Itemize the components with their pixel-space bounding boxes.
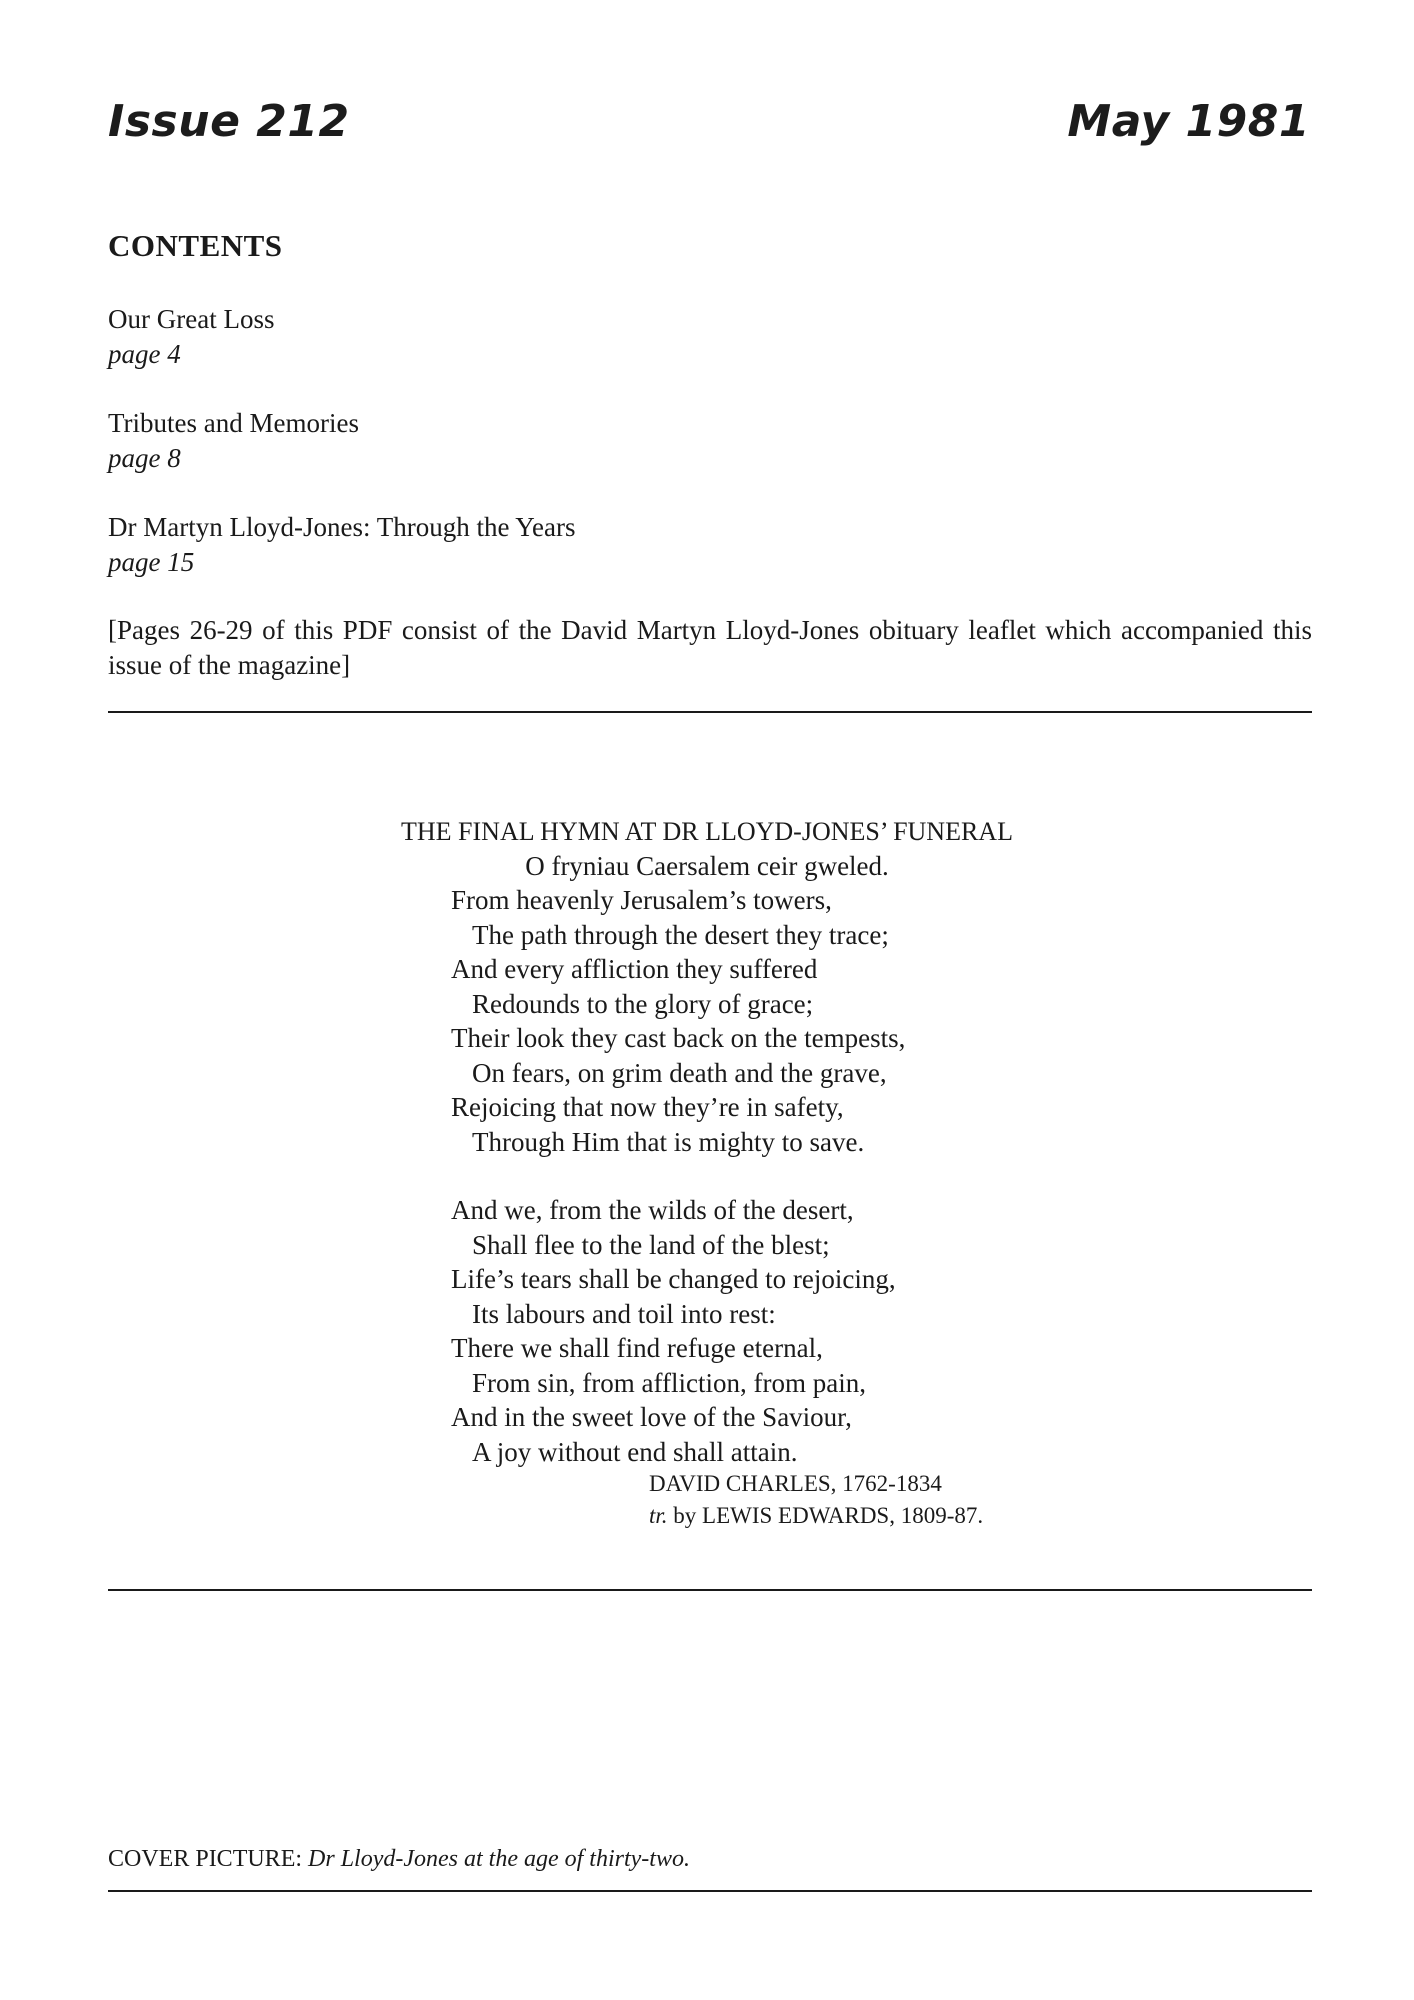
- divider: [108, 711, 1312, 713]
- hymn-stanza: [451, 883, 905, 1159]
- cover-label: COVER PICTURE:: [108, 1846, 309, 1872]
- hymn-line: A joy without end shall attain.: [472, 1436, 798, 1467]
- hymn-line: Redounds to the glory of grace;: [472, 988, 814, 1019]
- divider: [108, 1890, 1312, 1892]
- pdf-note: [Pages 26-29 of this PDF consist of the David Martyn Lloyd-Jones obituary leaflet which accompanied this issue of the magazine]: [108, 615, 1312, 680]
- toc-item-page: page 8: [108, 443, 181, 473]
- hymn-line: Its labours and toil into rest:: [472, 1298, 776, 1329]
- translator-prefix: tr.: [649, 1503, 668, 1528]
- toc-item-page: page 15: [108, 547, 195, 577]
- toc-item: [108, 302, 274, 372]
- toc-item: [108, 510, 575, 580]
- toc-item-title: Dr Martyn Lloyd-Jones: Through the Years: [108, 512, 576, 542]
- divider: [108, 1589, 1312, 1591]
- hymn-line: From heavenly Jerusalem’s towers,: [451, 885, 832, 915]
- page-header: [108, 96, 1310, 156]
- hymn-line: There we shall find refuge eternal,: [451, 1333, 823, 1363]
- hymn-subtitle: O fryniau Caersalem ceir gweled.: [525, 851, 889, 881]
- hymn-line: Rejoicing that now they’re in safety,: [451, 1092, 844, 1122]
- cover-caption: [108, 1843, 690, 1875]
- hymn-translator: [649, 1500, 983, 1532]
- hymn-line: Through Him that is mighty to save.: [472, 1126, 865, 1157]
- hymn-line: And every affliction they suffered: [451, 954, 818, 984]
- toc-item-title: Tributes and Memories: [108, 408, 359, 438]
- toc-item-page: page 4: [108, 339, 181, 369]
- hymn-line: Life’s tears shall be changed to rejoicing,: [451, 1264, 896, 1294]
- issue-number: Issue 212: [108, 96, 350, 147]
- hymn-author: DAVID CHARLES, 1762-1834: [649, 1471, 942, 1496]
- hymn-line: The path through the desert they trace;: [472, 919, 889, 950]
- hymn-line: On fears, on grim death and the grave,: [472, 1057, 887, 1088]
- contents-heading: CONTENTS: [108, 228, 283, 263]
- hymn-line: Their look they cast back on the tempests,: [451, 1023, 906, 1053]
- issue-date: May 1981: [1067, 96, 1310, 147]
- cover-text: Dr Lloyd-Jones at the age of thirty-two.: [308, 1846, 690, 1872]
- hymn-line: And in the sweet love of the Saviour,: [451, 1402, 852, 1432]
- translator-name: by LEWIS EDWARDS, 1809-87.: [667, 1503, 984, 1528]
- hymn-line: Shall flee to the land of the blest;: [472, 1229, 830, 1260]
- hymn-line: From sin, from affliction, from pain,: [472, 1367, 866, 1398]
- hymn-line: And we, from the wilds of the desert,: [451, 1195, 854, 1225]
- toc-item: [108, 406, 359, 476]
- hymn-stanza: [451, 1193, 896, 1469]
- hymn-title: THE FINAL HYMN AT DR LLOYD-JONES’ FUNERAL: [401, 817, 1013, 846]
- toc-item-title: Our Great Loss: [108, 304, 275, 334]
